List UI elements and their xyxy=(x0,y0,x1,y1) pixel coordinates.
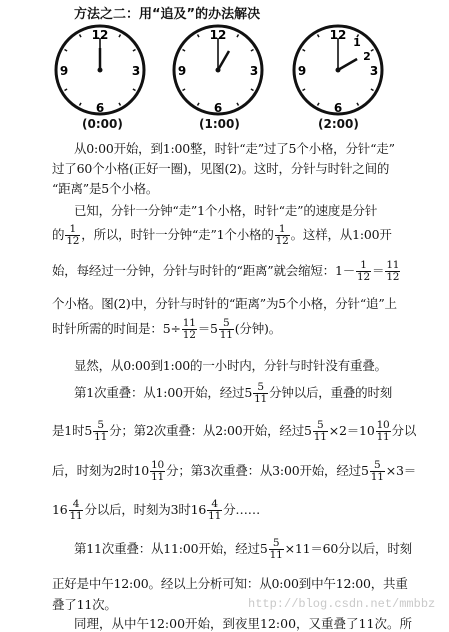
clock-tick xyxy=(80,34,82,37)
hour-hand xyxy=(218,51,229,70)
clock-tick xyxy=(198,103,200,106)
clock-center xyxy=(336,68,341,73)
hour-hand xyxy=(338,59,357,70)
fraction-5-11: $\frac{5}{11}$ xyxy=(370,459,384,483)
clock-number-6: 6 xyxy=(333,101,343,115)
clock-tick xyxy=(251,89,254,91)
p4-line1: 第1次重叠：从1:00开始，经过5 $\frac{5}{11}$ 分钟以后，重叠的时刻 xyxy=(74,381,393,405)
clock-number-6: 6 xyxy=(213,101,223,115)
fraction-1-12: $\frac{1}{12}$ xyxy=(275,223,289,247)
clock-tick xyxy=(357,103,359,106)
p4-line4: 16 $\frac{4}{11}$ 分以后，时刻为3时16 $\frac{4}{11}$ 分…… xyxy=(52,498,261,522)
fraction-1-12: $\frac{1}{12}$ xyxy=(357,259,371,283)
clock-caption-0: (0:00) xyxy=(82,117,123,131)
section-title: 方法之二：用“追及”的办法解决 xyxy=(74,7,261,22)
fraction-4-11: $\frac{4}{11}$ xyxy=(208,498,222,522)
clock-tick xyxy=(182,89,185,91)
clock-tick xyxy=(182,50,185,52)
clock-number-1: 1 xyxy=(353,36,361,49)
clock-tick xyxy=(119,103,121,106)
bottom-cut-line: 同理，从中午12:00开始，到夜里12:00，又重叠了11次。所 xyxy=(74,616,412,631)
p4-line2: 是1时5 $\frac{5}{11}$ 分；第2次重叠：从2:00开始，经过5 $\frac{5}{11}$ ×2＝10 $\frac{10}{11}$ 分以 xyxy=(52,419,417,443)
clock-tick xyxy=(198,34,200,37)
clock-2 xyxy=(294,26,382,115)
clock-tick xyxy=(371,89,374,91)
clock-tick xyxy=(371,50,374,52)
clock-tick xyxy=(237,103,239,106)
clock-number-3: 3 xyxy=(249,64,259,78)
fraction-5-11: $\frac{5}{11}$ xyxy=(254,381,268,405)
watermark-text: http://blog.csdn.net/mmbbz xyxy=(248,597,436,611)
clock-number-3: 3 xyxy=(131,64,141,78)
fraction-5-11: $\frac{5}{11}$ xyxy=(313,419,327,443)
clock-tick xyxy=(302,50,305,52)
fraction-1-12: $\frac{1}{12}$ xyxy=(66,223,80,247)
p1-line2: 过了60个小格(正好一圈)，见图(2)。这时，分针与时针之间的 xyxy=(52,161,390,176)
clock-center xyxy=(216,68,221,73)
p5-line3: 叠了11次。 xyxy=(52,597,117,612)
p4-line3: 后，时刻为2时10 $\frac{10}{11}$ 分；第3次重叠：从3:00开始，经过5 $\frac{5}{11}$ ×3＝ xyxy=(52,459,417,483)
clock-0 xyxy=(56,26,144,115)
fraction-10-11: $\frac{10}{11}$ xyxy=(151,459,165,483)
clock-tick xyxy=(133,89,136,91)
clock-center xyxy=(98,68,103,73)
p1-line3: “距离”是5个小格。 xyxy=(52,181,159,196)
clock-tick xyxy=(318,103,320,106)
fraction-5-11: $\frac{5}{11}$ xyxy=(219,317,233,341)
clock-caption-2: (2:00) xyxy=(318,117,359,131)
p5-line1: 第11次重叠：从11:00开始，经过5 $\frac{5}{11}$ ×11＝60分以后，时刻 xyxy=(74,537,412,561)
clock-number-9: 9 xyxy=(59,64,69,78)
clock-tick xyxy=(302,89,305,91)
clock-number-12: 12 xyxy=(91,28,109,42)
clock-tick xyxy=(133,50,136,52)
fraction-5-11: $\frac{5}{11}$ xyxy=(269,537,283,561)
clock-tick xyxy=(64,50,67,52)
fraction-11-12: $\frac{11}{12}$ xyxy=(182,317,196,341)
clock-number-6: 6 xyxy=(95,101,105,115)
clock-tick xyxy=(64,89,67,91)
fraction-5-11: $\frac{5}{11}$ xyxy=(94,419,108,443)
clock-tick xyxy=(251,50,254,52)
clock-number-12: 12 xyxy=(329,28,347,42)
clock-number-12: 12 xyxy=(209,28,227,42)
p2-line3: 始，每经过一分钟，分针与时针的“距离”就会缩短：1－ $\frac{1}{12}$ ＝ $\frac{11}{12}$ xyxy=(52,259,400,283)
clock-number-3: 3 xyxy=(369,64,379,78)
p2-line1: 已知，分针一分钟“走”1个小格，时针“走”的速度是分针 xyxy=(74,203,378,218)
p2-line4: 个小格。图(2)中，分针与时针的“距离”为5个小格，分针“追”上 xyxy=(52,296,397,311)
fraction-4-11: $\frac{4}{11}$ xyxy=(69,498,83,522)
p1-line1: 从0:00开始，到1:00整，时针“走”过了5个小格，分针“走” xyxy=(74,141,395,156)
fraction-10-11: $\frac{10}{11}$ xyxy=(376,419,390,443)
p3-line1: 显然，从0:00到1:00的一小时内，分针与时针没有重叠。 xyxy=(74,358,387,373)
fraction-11-12: $\frac{11}{12}$ xyxy=(386,259,400,283)
clock-number-2: 2 xyxy=(363,50,371,63)
clock-number-9: 9 xyxy=(177,64,187,78)
p2-line2: 的 $\frac{1}{12}$ ，所以，时针一分钟“走”1个小格的 $\frac{1}{12}$ 。这样，从1:00开 xyxy=(52,223,392,247)
p2-line5: 时针所需的时间是：5÷ $\frac{11}{12}$ ＝5 $\frac{5}{11}$ (分钟)。 xyxy=(52,317,281,341)
clock-tick xyxy=(119,34,121,37)
clock-tick xyxy=(237,34,239,37)
p5-line2: 正好是中午12:00。经以上分析可知：从0:00到中午12:00，共重 xyxy=(52,576,408,591)
clock-tick xyxy=(318,34,320,37)
clock-number-9: 9 xyxy=(297,64,307,78)
clock-tick xyxy=(80,103,82,106)
clock-caption-1: (1:00) xyxy=(199,117,240,131)
clock-1 xyxy=(174,26,262,115)
